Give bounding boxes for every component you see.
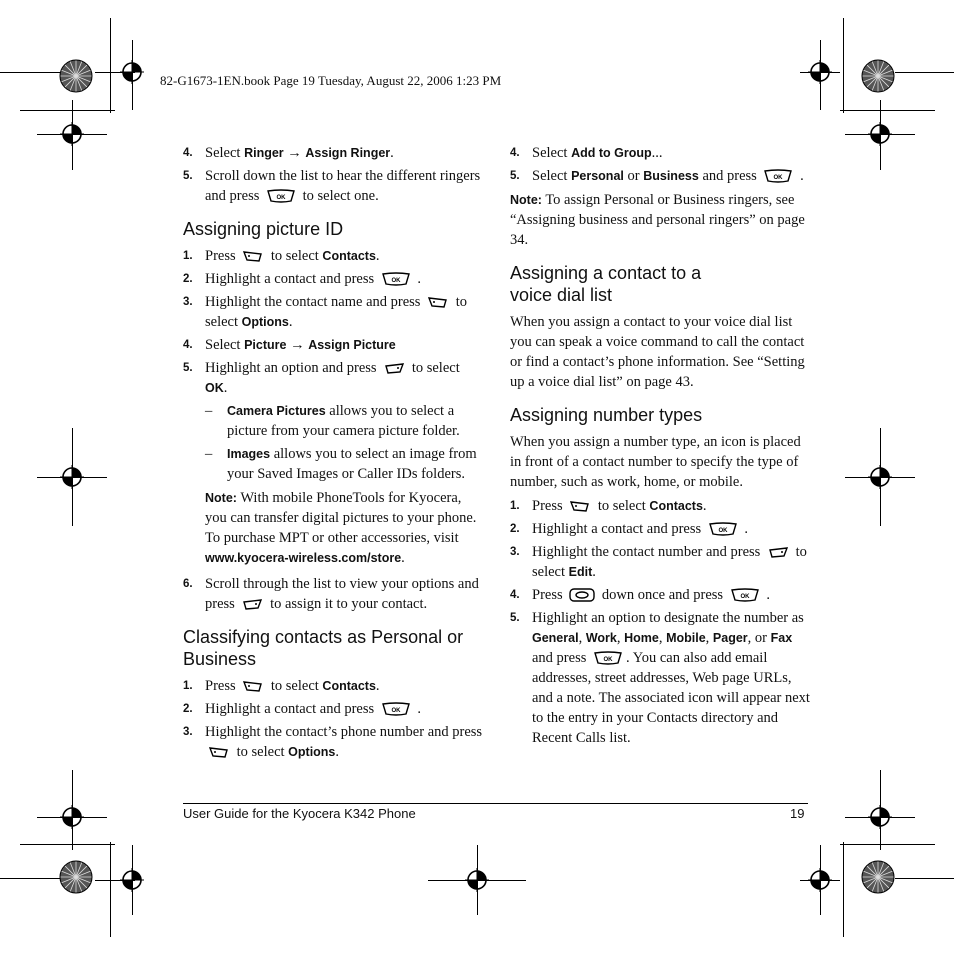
step-text: to select one. bbox=[299, 188, 379, 204]
bullet-dash: – bbox=[205, 446, 213, 462]
step-text: Press bbox=[532, 587, 567, 603]
footer-title: User Guide for the Kyocera K342 Phone bbox=[183, 806, 416, 821]
instruction-step bbox=[183, 143, 483, 163]
step-number: 4. bbox=[510, 589, 520, 601]
crop-line bbox=[0, 878, 60, 879]
step-text: allows you to select an image from your Saved Images or Caller IDs folders. bbox=[227, 446, 477, 482]
menu-item-name: Contacts bbox=[322, 249, 376, 263]
left-softkey-icon bbox=[208, 745, 230, 759]
crop-line bbox=[20, 844, 115, 845]
right-softkey-icon bbox=[383, 361, 405, 375]
step-text: . bbox=[796, 168, 804, 184]
crop-line bbox=[110, 842, 111, 937]
step-text: Highlight the contact’s phone number and press bbox=[205, 724, 483, 740]
svg-text:OK: OK bbox=[391, 708, 401, 714]
instruction-step bbox=[510, 519, 810, 539]
step-text: , bbox=[658, 630, 667, 646]
step-number: 5. bbox=[183, 170, 193, 182]
crop-line bbox=[20, 110, 115, 111]
classifying-steps bbox=[183, 676, 483, 762]
page-number: 19 bbox=[790, 806, 805, 821]
instruction-step bbox=[183, 574, 483, 614]
menu-item-name: Fax bbox=[770, 631, 793, 645]
step-text: , bbox=[616, 630, 625, 646]
step-text: to select bbox=[408, 360, 460, 376]
step-text: Highlight an option to designate the number as bbox=[532, 610, 804, 626]
menu-item-name: Add to Group bbox=[571, 146, 652, 160]
registration-mark-icon bbox=[868, 465, 892, 489]
step-text: . bbox=[413, 701, 421, 717]
step-text: or bbox=[623, 168, 644, 184]
svg-text:OK: OK bbox=[276, 195, 286, 201]
step-number: 2. bbox=[183, 273, 193, 285]
ok-key-icon bbox=[763, 169, 793, 183]
step-number: 3. bbox=[183, 296, 193, 308]
note-label: Note: bbox=[205, 491, 237, 505]
svg-text:OK: OK bbox=[740, 594, 750, 600]
section-title-assigning-picture-id: Assigning picture ID bbox=[183, 219, 344, 239]
step-text: . bbox=[375, 248, 380, 264]
step-text: Highlight a contact and press bbox=[205, 701, 378, 717]
left-softkey-icon bbox=[242, 679, 264, 693]
sunburst-mark-icon bbox=[59, 860, 93, 894]
step-text: , or bbox=[747, 630, 771, 646]
menu-item-name: Work bbox=[585, 631, 617, 645]
step-text: . bbox=[335, 744, 340, 760]
step-text: . You can also add email addresses, street addresses, Web page URLs, and a note. The associated icon will appear next to the entry in your Contacts directory and Recent Calls list. bbox=[532, 650, 810, 746]
right-softkey-icon bbox=[767, 545, 789, 559]
svg-text:OK: OK bbox=[718, 528, 728, 534]
instruction-step bbox=[183, 722, 483, 762]
option-bullet bbox=[205, 401, 483, 441]
step-text: Press bbox=[532, 498, 567, 514]
section-title-number-types: Assigning number types bbox=[510, 405, 703, 425]
step-text: Scroll through the list to view your options and press bbox=[205, 576, 479, 612]
step-number: 1. bbox=[183, 250, 193, 262]
picture-id-step6 bbox=[183, 574, 483, 614]
footer-rule bbox=[183, 803, 808, 804]
svg-text:OK: OK bbox=[773, 175, 783, 181]
registration-mark-icon bbox=[808, 60, 832, 84]
voice-dial-body: When you assign a contact to your voice dial list you can speak a voice command to call the contact or find a contact’s phone information. See “Setting up a voice dial list” on page 43. bbox=[510, 314, 805, 390]
registration-mark-icon bbox=[868, 805, 892, 829]
navigation-key-icon bbox=[569, 588, 595, 602]
step-text: . bbox=[375, 678, 380, 694]
step-text: Highlight a contact and press bbox=[532, 521, 705, 537]
menu-item-name: General bbox=[532, 631, 579, 645]
step-text: Press bbox=[205, 678, 240, 694]
step-number: 4. bbox=[183, 147, 193, 159]
left-softkey-icon bbox=[569, 499, 591, 513]
note-end: . bbox=[401, 550, 405, 566]
step-text: , bbox=[705, 630, 713, 646]
step-number: 1. bbox=[510, 500, 520, 512]
step-text: Press bbox=[205, 248, 240, 264]
crop-line bbox=[840, 110, 935, 111]
step-text: Highlight the contact number and press bbox=[532, 544, 764, 560]
bullet-dash: – bbox=[205, 403, 213, 419]
ok-key-icon bbox=[381, 272, 411, 286]
ok-key-icon bbox=[708, 522, 738, 536]
step-text: . bbox=[740, 521, 748, 537]
note-phonetools bbox=[183, 488, 483, 568]
step-text: Select bbox=[205, 337, 245, 353]
menu-item-name: Images bbox=[227, 447, 271, 461]
menu-item-name: Picture bbox=[244, 338, 287, 352]
registration-mark-icon bbox=[120, 868, 144, 892]
menu-item-name: Contacts bbox=[649, 499, 703, 513]
step-text: Select bbox=[205, 145, 245, 161]
step-number: 5. bbox=[510, 612, 520, 624]
step-text: . bbox=[413, 271, 421, 287]
step-text: and press bbox=[698, 168, 761, 184]
step-text: Select bbox=[532, 145, 572, 161]
picture-id-options bbox=[183, 401, 483, 484]
step-text: Highlight a contact and press bbox=[205, 271, 378, 287]
step-number: 4. bbox=[183, 339, 193, 351]
section-title-classifying-contacts: Classifying contacts as Personal or Business bbox=[183, 627, 464, 669]
registration-mark-icon bbox=[465, 868, 489, 892]
menu-item-name: Home bbox=[624, 631, 659, 645]
store-url: www.kyocera-wireless.com/store bbox=[205, 551, 402, 565]
ok-key-icon bbox=[266, 189, 296, 203]
note-label: Note: bbox=[510, 193, 542, 207]
picture-id-steps bbox=[183, 246, 483, 398]
crop-line bbox=[0, 72, 60, 73]
left-softkey-icon bbox=[427, 295, 449, 309]
svg-text:OK: OK bbox=[391, 278, 401, 284]
instruction-step bbox=[183, 292, 483, 332]
number-types-steps bbox=[510, 496, 810, 748]
step-text: . bbox=[288, 314, 293, 330]
step-number: 4. bbox=[510, 147, 520, 159]
step-text: Select bbox=[532, 168, 572, 184]
note-text: To assign Personal or Business ringers, see “Assigning business and personal ringers” on page 34. bbox=[510, 192, 805, 248]
menu-item-name: Camera Pictures bbox=[227, 404, 326, 418]
left-column bbox=[183, 143, 483, 765]
step-text: ... bbox=[651, 145, 663, 161]
step-text: to select bbox=[205, 294, 467, 330]
option-bullet bbox=[205, 444, 483, 484]
menu-item-name: Pager bbox=[712, 631, 748, 645]
registration-mark-icon bbox=[120, 60, 144, 84]
step-text: . bbox=[592, 564, 596, 580]
sunburst-mark-icon bbox=[59, 59, 93, 93]
crop-line bbox=[840, 844, 935, 845]
svg-text:OK: OK bbox=[603, 657, 613, 663]
step-number: 2. bbox=[183, 703, 193, 715]
step-text: Highlight an option and press bbox=[205, 360, 381, 376]
registration-mark-icon bbox=[868, 122, 892, 146]
step-number: 2. bbox=[510, 523, 520, 535]
menu-item-name: Assign Picture bbox=[308, 338, 396, 352]
step-number: 6. bbox=[183, 578, 193, 590]
instruction-step bbox=[510, 496, 810, 516]
step-text: and press bbox=[532, 650, 590, 666]
number-types-body: When you assign a number type, an icon is placed in front of a contact number to specify the type of number, such as work, home, or mobile. bbox=[510, 434, 801, 490]
instruction-step bbox=[183, 699, 483, 719]
instruction-step bbox=[183, 269, 483, 289]
left-top-steps bbox=[183, 143, 483, 206]
registration-mark-icon bbox=[60, 805, 84, 829]
step-text: to select bbox=[233, 744, 289, 760]
crop-line bbox=[895, 72, 954, 73]
ok-key-icon bbox=[381, 702, 411, 716]
instruction-step bbox=[183, 166, 483, 206]
crop-line bbox=[895, 878, 954, 879]
step-text: . bbox=[762, 587, 770, 603]
step-number: 3. bbox=[183, 726, 193, 738]
step-number: 1. bbox=[183, 680, 193, 692]
step-number: 5. bbox=[510, 170, 520, 182]
right-softkey-icon bbox=[241, 597, 263, 611]
sunburst-mark-icon bbox=[861, 59, 895, 93]
step-text: . bbox=[223, 380, 228, 396]
instruction-step bbox=[183, 676, 483, 696]
right-top-steps bbox=[510, 143, 810, 186]
step-text: to select bbox=[532, 544, 807, 580]
sunburst-mark-icon bbox=[861, 860, 895, 894]
registration-mark-icon bbox=[808, 868, 832, 892]
menu-item-name: Options bbox=[288, 745, 336, 759]
ok-key-icon bbox=[730, 588, 760, 602]
ok-key-icon bbox=[593, 651, 623, 665]
crop-line bbox=[110, 18, 111, 113]
step-text: to select bbox=[267, 678, 323, 694]
crop-line bbox=[843, 842, 844, 937]
step-text: to select bbox=[594, 498, 650, 514]
left-softkey-icon bbox=[242, 249, 264, 263]
step-text: , bbox=[578, 630, 586, 646]
menu-item-name: Ringer bbox=[244, 146, 284, 160]
menu-item-name: Assign Ringer bbox=[305, 146, 391, 160]
step-text: allows you to select a picture from your camera picture folder. bbox=[227, 403, 460, 439]
print-header: 82-G1673-1EN.book Page 19 Tuesday, August 22, 2006 1:23 PM bbox=[160, 73, 502, 88]
instruction-step bbox=[510, 608, 810, 748]
instruction-step bbox=[510, 143, 810, 163]
step-text: down once and press bbox=[598, 587, 727, 603]
step-text: Highlight the contact name and press bbox=[205, 294, 425, 310]
step-text: → bbox=[283, 145, 306, 161]
step-text: to assign it to your contact. bbox=[266, 596, 428, 612]
step-number: 5. bbox=[183, 362, 193, 374]
step-text: . bbox=[390, 145, 394, 161]
registration-mark-icon bbox=[60, 465, 84, 489]
menu-item-name: Personal bbox=[571, 169, 624, 183]
instruction-step bbox=[510, 166, 810, 186]
menu-item-name: Mobile bbox=[666, 631, 706, 645]
right-column bbox=[510, 143, 810, 751]
step-number: 3. bbox=[510, 546, 520, 558]
note-text: With mobile PhoneTools for Kyocera, you can transfer digital pictures to your phone. To purchase MPT or other accessories, visit bbox=[205, 490, 477, 546]
instruction-step bbox=[183, 246, 483, 266]
registration-mark-icon bbox=[60, 122, 84, 146]
crop-line bbox=[843, 18, 844, 113]
instruction-step bbox=[510, 585, 810, 605]
menu-item-name: Contacts bbox=[322, 679, 376, 693]
menu-item-name: OK bbox=[205, 381, 224, 395]
instruction-step bbox=[183, 358, 483, 398]
section-title-voice-dial: Assigning a contact to a voice dial list bbox=[510, 263, 702, 305]
step-text: → bbox=[286, 337, 309, 353]
instruction-step bbox=[510, 542, 810, 582]
note-ringers bbox=[510, 190, 810, 250]
menu-item-name: Options bbox=[241, 315, 289, 329]
step-text: to select bbox=[267, 248, 323, 264]
menu-item-name: Business bbox=[643, 169, 699, 183]
step-text: . bbox=[702, 498, 707, 514]
menu-item-name: Edit bbox=[568, 565, 593, 579]
instruction-step bbox=[183, 335, 483, 355]
step-text: Scroll down the list to hear the different ringers and press bbox=[205, 168, 481, 204]
